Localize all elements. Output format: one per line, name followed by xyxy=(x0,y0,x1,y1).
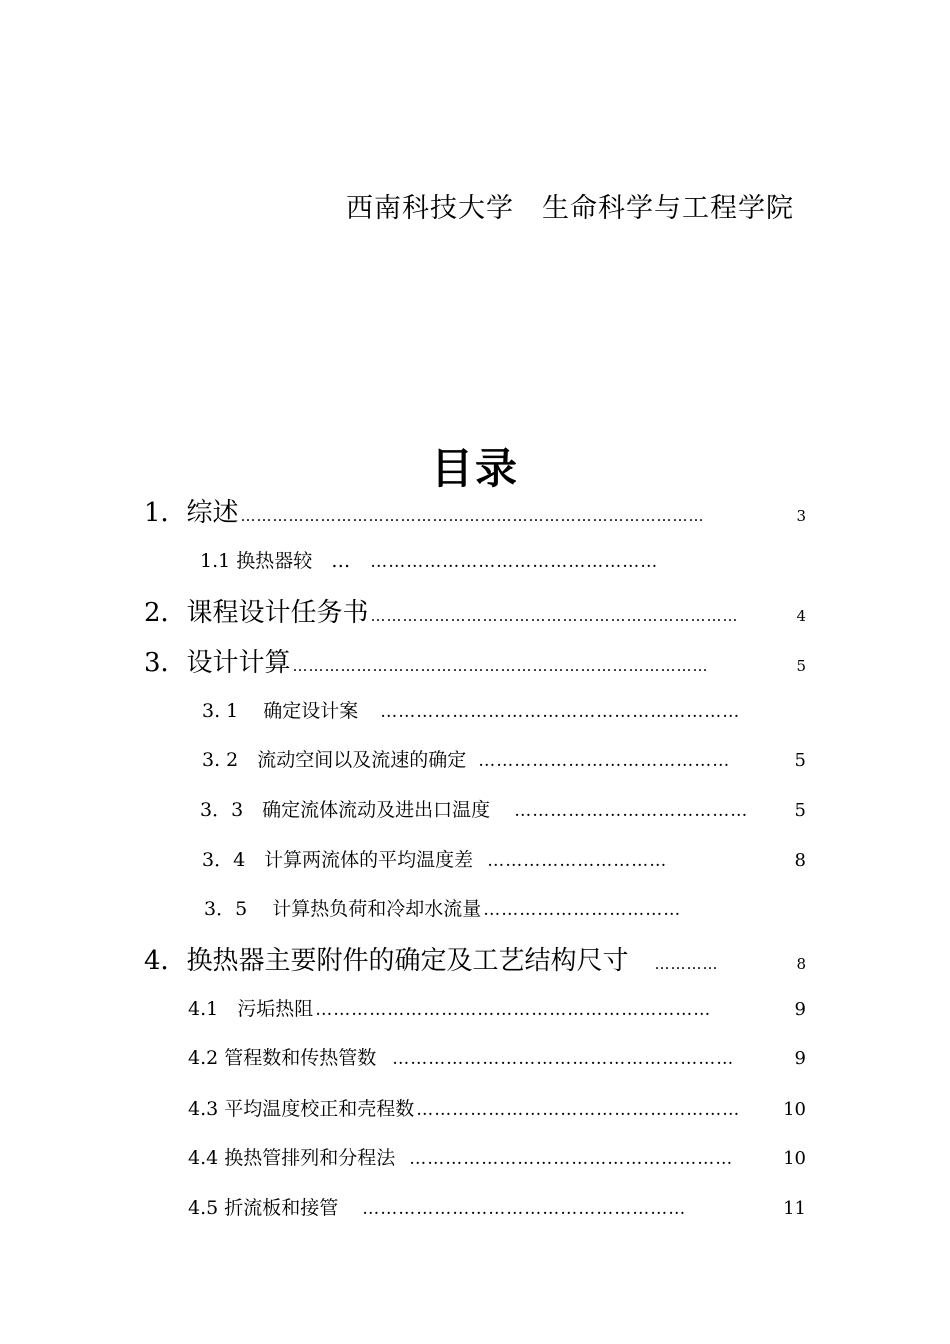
toc-leader: ………………………………………………………… xyxy=(315,1000,712,1020)
toc-entry-4-5[interactable] xyxy=(188,1193,806,1220)
toc-entry-2[interactable] xyxy=(144,592,806,629)
toc-entry-4-2[interactable] xyxy=(188,1043,806,1070)
toc-title: 目录 xyxy=(430,444,519,493)
toc-entry-3[interactable] xyxy=(144,642,806,679)
toc-page-number: 8 xyxy=(796,955,806,973)
toc-leader: …………………………… xyxy=(483,900,682,920)
toc-entry-3-4[interactable] xyxy=(202,845,806,872)
toc-entry-3-2[interactable] xyxy=(202,745,806,772)
toc-entry-label: 3. 1 确定设计案 xyxy=(202,700,359,722)
toc-leader: ………………………………………… xyxy=(370,552,659,572)
page-header xyxy=(346,186,794,225)
toc-leader: …………………………………… xyxy=(478,751,731,771)
toc-leader: ………… xyxy=(654,955,719,973)
toc-entry-label: 3．3 确定流体流动及进出口温度 xyxy=(200,799,491,821)
toc-leader: …………………………………………………………………………… xyxy=(240,507,705,525)
toc-page-number: 5 xyxy=(794,750,806,771)
toc-entry-3-1[interactable] xyxy=(202,696,806,723)
toc-entry-label: 3．设计计算 xyxy=(144,648,291,678)
toc-page-number: 10 xyxy=(783,1099,806,1120)
toc-leader: ……………………………………………… xyxy=(362,1199,687,1219)
toc-leader: ……………………………………………… xyxy=(416,1100,741,1120)
university-name: 西南科技大学 xyxy=(346,193,514,224)
college-name: 生命科学与工程学院 xyxy=(542,193,794,224)
toc-entry-label: 3．5 计算热负荷和冷却水流量 xyxy=(204,898,482,920)
toc-page-number: 3 xyxy=(796,507,806,525)
toc-entry-label: 4.2 管程数和传热管数 xyxy=(188,1047,377,1069)
toc-entry-label: 4.5 折流板和接管 xyxy=(188,1197,339,1219)
toc-page-number: 9 xyxy=(794,999,806,1020)
toc-page-number: 5 xyxy=(794,800,806,821)
toc-entry-label: 1.1 换热器较 … xyxy=(200,550,351,572)
toc-entry-label: 1．综述 xyxy=(144,498,239,528)
toc-page-number: 9 xyxy=(794,1048,806,1069)
toc-entry-label: 4．换热器主要附件的确定及工艺结构尺寸 xyxy=(144,946,629,976)
toc-leader: ………………………………………………… xyxy=(392,1049,735,1069)
toc-leader: …………………………………………………………………… xyxy=(292,657,709,675)
toc-entry-1-1[interactable] xyxy=(200,546,806,573)
toc-entry-4[interactable] xyxy=(144,940,806,977)
toc-entry-3-3[interactable] xyxy=(200,795,806,822)
toc-entry-label: 4.3 平均温度校正和壳程数 xyxy=(188,1098,415,1120)
toc-entry-1[interactable] xyxy=(144,492,806,529)
toc-entry-label: 4.4 换热管排列和分程法 xyxy=(188,1147,396,1169)
toc-entry-4-1[interactable] xyxy=(188,994,806,1021)
toc-leader: …………………………………………………………… xyxy=(370,607,739,625)
toc-page-number: 11 xyxy=(783,1198,806,1219)
toc-entry-4-4[interactable] xyxy=(188,1143,806,1170)
toc-leader: ……………………………………………… xyxy=(409,1149,734,1169)
toc-leader: …………………………………………………… xyxy=(380,702,741,722)
toc-leader: ………………………… xyxy=(487,851,668,871)
toc-entry-label: 2．课程设计任务书 xyxy=(144,598,369,628)
toc-entry-3-5[interactable] xyxy=(204,894,806,921)
toc-leader: ………………………………… xyxy=(514,801,749,821)
toc-page-number: 4 xyxy=(796,607,806,625)
toc-entry-4-3[interactable] xyxy=(188,1094,806,1121)
toc-entry-label: 3. 2 流动空间以及流速的确定 xyxy=(202,749,467,771)
toc-page-number: 8 xyxy=(794,850,806,871)
toc-entry-label: 3．4 计算两流体的平均温度差 xyxy=(202,849,474,871)
toc-page-number: 10 xyxy=(783,1148,806,1169)
toc-entry-label: 4.1 污垢热阻 xyxy=(188,998,314,1020)
toc-page-number: 5 xyxy=(796,657,806,675)
